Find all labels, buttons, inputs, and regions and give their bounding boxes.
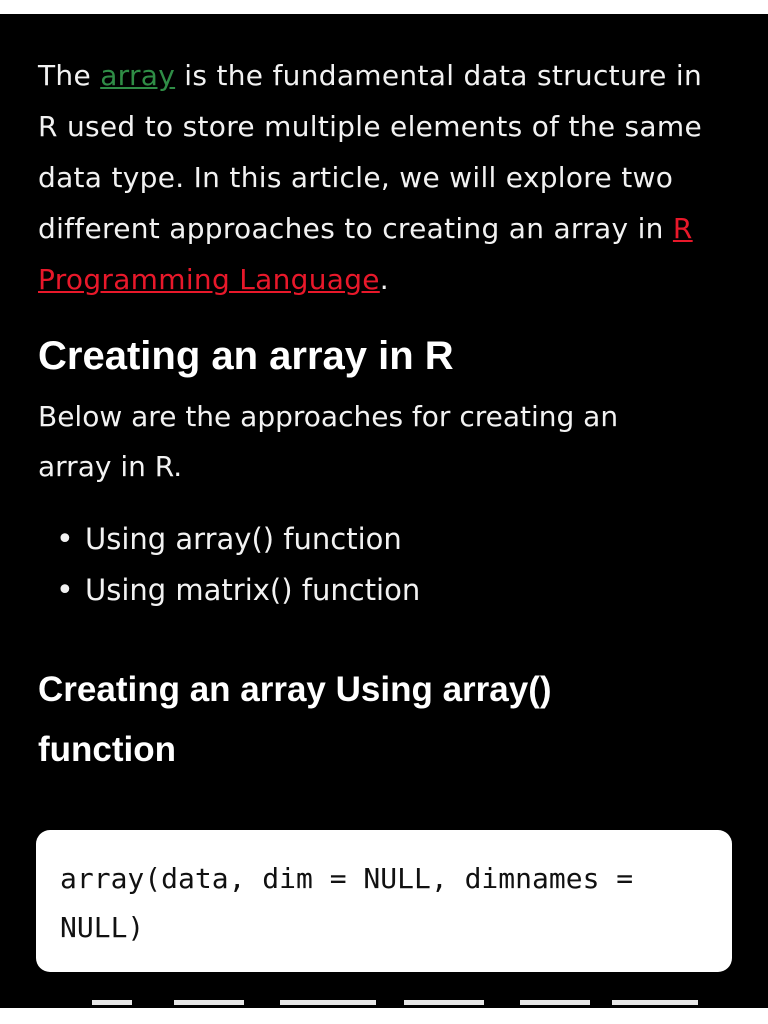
list-item <box>38 565 420 616</box>
bullet-icon: • <box>56 522 74 557</box>
cut-off-text-fragment <box>520 1000 590 1005</box>
intro-text-before: The <box>38 59 101 92</box>
intro-paragraph <box>38 50 718 305</box>
article-screen <box>0 14 768 1008</box>
cut-off-text-fragment <box>280 1000 376 1005</box>
section-description: Below are the approaches for creating an array in R. <box>38 400 619 483</box>
r-programming-language-link[interactable]: R Programming Language <box>38 212 693 296</box>
array-link[interactable]: array <box>100 59 176 92</box>
cut-off-text-fragment <box>92 1000 132 1005</box>
cut-off-text-fragment <box>404 1000 484 1005</box>
subsection-title: Creating an array Using array() function <box>38 670 552 769</box>
cut-off-next-line <box>0 992 768 1008</box>
list-item-label: Using matrix() function <box>85 573 421 607</box>
list-item-label: Using array() function <box>85 522 402 556</box>
cut-off-text-fragment <box>174 1000 244 1005</box>
intro-text-after: . <box>379 263 389 296</box>
cut-off-text-fragment <box>612 1000 698 1005</box>
list-item <box>38 514 420 565</box>
section-title: Creating an array in R <box>38 334 454 378</box>
approaches-list <box>38 514 420 616</box>
bullet-icon: • <box>56 573 74 608</box>
syntax-code: array(data, dim = NULL, dimnames = NULL) <box>60 862 651 944</box>
syntax-code-block <box>36 830 732 972</box>
intro-text-middle: is the fundamental data structure in R used to store multiple elements of the same data type. In this article, we will explore two different approaches to creating an array in <box>38 59 703 245</box>
